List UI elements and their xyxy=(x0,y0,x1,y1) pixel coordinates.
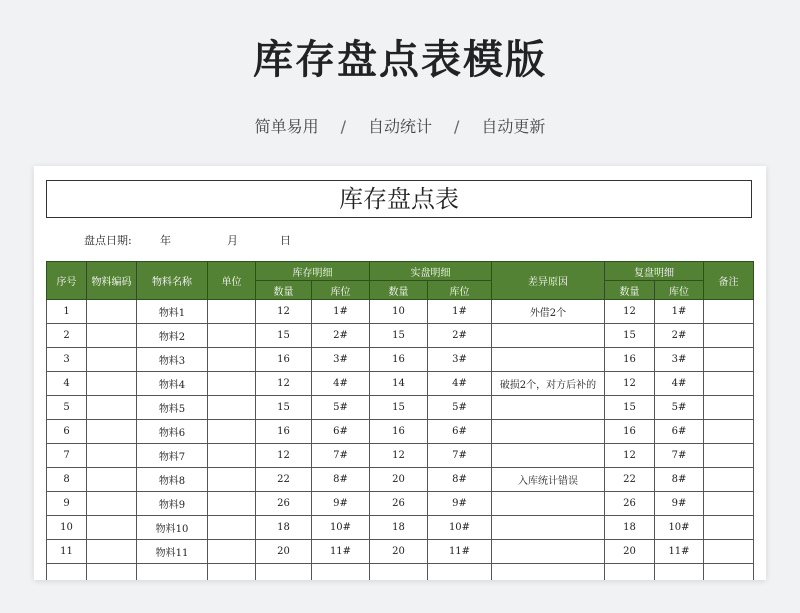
feature-separator: / xyxy=(454,117,460,136)
actual-location-cell[interactable]: 6# xyxy=(428,420,492,444)
name-cell[interactable]: 物料5 xyxy=(137,396,208,420)
recheck-qty-cell[interactable]: 22 xyxy=(605,468,655,492)
seq-cell[interactable] xyxy=(47,564,87,581)
actual-qty-cell[interactable]: 14 xyxy=(370,372,428,396)
diff-reason-cell[interactable]: 外借2个 xyxy=(492,300,605,324)
actual-location-cell[interactable]: 7# xyxy=(428,444,492,468)
recheck-location-cell[interactable]: 3# xyxy=(655,348,704,372)
seq-cell[interactable]: 4 xyxy=(47,372,87,396)
table-row xyxy=(47,420,754,444)
date-day-label: 日 xyxy=(280,234,291,247)
feature-easy: 简单易用 xyxy=(254,117,319,136)
diff-reason-cell[interactable] xyxy=(492,420,605,444)
seq-cell[interactable]: 7 xyxy=(47,444,87,468)
stock-qty-cell[interactable]: 16 xyxy=(256,420,312,444)
remark-cell[interactable] xyxy=(704,420,754,444)
stock-location-cell[interactable]: 9# xyxy=(312,492,370,516)
actual-qty-cell[interactable]: 15 xyxy=(370,324,428,348)
remark-cell[interactable] xyxy=(704,300,754,324)
feature-auto-stats: 自动统计 xyxy=(367,117,432,136)
header-stock-location: 库位 xyxy=(312,281,370,300)
stock-location-cell[interactable]: 5# xyxy=(312,396,370,420)
diff-reason-cell[interactable]: 入库统计错误 xyxy=(492,468,605,492)
stock-location-cell[interactable]: 8# xyxy=(312,468,370,492)
unit-cell[interactable] xyxy=(208,492,256,516)
header-seq: 序号 xyxy=(47,262,87,300)
remark-cell[interactable] xyxy=(704,492,754,516)
diff-reason-cell[interactable] xyxy=(492,564,605,581)
recheck-qty-cell[interactable]: 12 xyxy=(605,372,655,396)
stock-qty-cell[interactable]: 22 xyxy=(256,468,312,492)
stock-qty-cell[interactable]: 16 xyxy=(256,348,312,372)
recheck-qty-cell[interactable]: 20 xyxy=(605,540,655,564)
recheck-location-cell[interactable]: 11# xyxy=(655,540,704,564)
actual-location-cell[interactable]: 11# xyxy=(428,540,492,564)
remark-cell[interactable] xyxy=(704,348,754,372)
name-cell[interactable]: 物料2 xyxy=(137,324,208,348)
recheck-qty-cell[interactable]: 12 xyxy=(605,300,655,324)
recheck-qty-cell[interactable]: 16 xyxy=(605,420,655,444)
unit-cell[interactable] xyxy=(208,540,256,564)
header-row-top xyxy=(47,262,754,281)
recheck-location-cell[interactable]: 1# xyxy=(655,300,704,324)
seq-cell[interactable]: 2 xyxy=(47,324,87,348)
stock-location-cell[interactable]: 7# xyxy=(312,444,370,468)
table-row xyxy=(47,372,754,396)
recheck-qty-cell[interactable]: 12 xyxy=(605,444,655,468)
actual-location-cell[interactable]: 8# xyxy=(428,468,492,492)
header-actual-qty: 数量 xyxy=(370,281,428,300)
page-title: 库存盘点表模版 xyxy=(253,37,547,83)
diff-reason-cell[interactable] xyxy=(492,396,605,420)
diff-reason-cell[interactable] xyxy=(492,324,605,348)
table-row xyxy=(47,540,754,564)
remark-cell[interactable] xyxy=(704,468,754,492)
recheck-location-cell[interactable]: 7# xyxy=(655,444,704,468)
actual-location-cell[interactable]: 10# xyxy=(428,516,492,540)
seq-cell[interactable]: 1 xyxy=(47,300,87,324)
remark-cell[interactable] xyxy=(704,324,754,348)
table-row xyxy=(47,300,754,324)
actual-location-cell[interactable] xyxy=(428,564,492,581)
recheck-location-cell[interactable]: 2# xyxy=(655,324,704,348)
stock-qty-cell[interactable]: 12 xyxy=(256,444,312,468)
name-cell[interactable]: 物料3 xyxy=(137,348,208,372)
code-cell[interactable] xyxy=(87,468,137,492)
remark-cell[interactable] xyxy=(704,540,754,564)
header-remark: 备注 xyxy=(704,262,754,300)
unit-cell[interactable] xyxy=(208,324,256,348)
table-body xyxy=(47,300,754,581)
name-cell[interactable]: 物料7 xyxy=(137,444,208,468)
code-cell[interactable] xyxy=(87,324,137,348)
actual-location-cell[interactable]: 1# xyxy=(428,300,492,324)
unit-cell[interactable] xyxy=(208,468,256,492)
unit-cell[interactable] xyxy=(208,300,256,324)
code-cell[interactable] xyxy=(87,420,137,444)
seq-cell[interactable]: 6 xyxy=(47,420,87,444)
diff-reason-cell[interactable] xyxy=(492,540,605,564)
stock-qty-cell[interactable]: 15 xyxy=(256,396,312,420)
code-cell[interactable] xyxy=(87,372,137,396)
code-cell[interactable] xyxy=(87,444,137,468)
code-cell[interactable] xyxy=(87,564,137,581)
code-cell[interactable] xyxy=(87,300,137,324)
actual-qty-cell[interactable]: 20 xyxy=(370,468,428,492)
table-row xyxy=(47,444,754,468)
code-cell[interactable] xyxy=(87,396,137,420)
stock-qty-cell[interactable]: 12 xyxy=(256,300,312,324)
actual-qty-cell[interactable]: 15 xyxy=(370,396,428,420)
name-cell[interactable]: 物料4 xyxy=(137,372,208,396)
table-row xyxy=(47,516,754,540)
name-cell[interactable]: 物料9 xyxy=(137,492,208,516)
header-recheck-group: 复盘明细 xyxy=(605,262,704,281)
table-row xyxy=(47,396,754,420)
unit-cell[interactable] xyxy=(208,372,256,396)
seq-cell[interactable]: 10 xyxy=(47,516,87,540)
recheck-location-cell[interactable]: 10# xyxy=(655,516,704,540)
actual-qty-cell[interactable]: 16 xyxy=(370,348,428,372)
code-cell[interactable] xyxy=(87,540,137,564)
header-recheck-location: 库位 xyxy=(655,281,704,300)
stock-location-cell[interactable]: 1# xyxy=(312,300,370,324)
header-stock-group: 库存明细 xyxy=(256,262,370,281)
recheck-location-cell[interactable]: 8# xyxy=(655,468,704,492)
actual-qty-cell[interactable]: 12 xyxy=(370,444,428,468)
name-cell[interactable]: 物料10 xyxy=(137,516,208,540)
actual-qty-cell[interactable]: 10 xyxy=(370,300,428,324)
stock-location-cell[interactable]: 3# xyxy=(312,348,370,372)
stock-location-cell[interactable]: 11# xyxy=(312,540,370,564)
stock-location-cell[interactable] xyxy=(312,564,370,581)
diff-reason-cell[interactable] xyxy=(492,444,605,468)
table-row xyxy=(47,348,754,372)
remark-cell[interactable] xyxy=(704,372,754,396)
unit-cell[interactable] xyxy=(208,444,256,468)
header-actual-location: 库位 xyxy=(428,281,492,300)
header-stock-qty: 数量 xyxy=(256,281,312,300)
header-code: 物料编码 xyxy=(87,262,137,300)
stock-location-cell[interactable]: 2# xyxy=(312,324,370,348)
name-cell[interactable] xyxy=(137,564,208,581)
seq-cell[interactable]: 5 xyxy=(47,396,87,420)
code-cell[interactable] xyxy=(87,492,137,516)
table-row xyxy=(47,492,754,516)
table-row xyxy=(47,324,754,348)
unit-cell[interactable] xyxy=(208,516,256,540)
header-unit: 单位 xyxy=(208,262,256,300)
actual-location-cell[interactable]: 9# xyxy=(428,492,492,516)
date-label: 盘点日期: xyxy=(84,234,132,247)
feature-auto-update: 自动更新 xyxy=(481,117,546,136)
name-cell[interactable]: 物料1 xyxy=(137,300,208,324)
unit-cell[interactable] xyxy=(208,348,256,372)
recheck-location-cell[interactable] xyxy=(655,564,704,581)
header-name: 物料名称 xyxy=(137,262,208,300)
stock-qty-cell[interactable]: 12 xyxy=(256,372,312,396)
table-row xyxy=(47,564,754,581)
header-actual-group: 实盘明细 xyxy=(370,262,492,281)
stock-qty-cell[interactable]: 26 xyxy=(256,492,312,516)
spreadsheet-preview xyxy=(34,166,766,580)
actual-qty-cell[interactable]: 18 xyxy=(370,516,428,540)
stock-qty-cell[interactable]: 18 xyxy=(256,516,312,540)
recheck-qty-cell[interactable]: 15 xyxy=(605,396,655,420)
recheck-qty-cell[interactable]: 15 xyxy=(605,324,655,348)
name-cell[interactable]: 物料8 xyxy=(137,468,208,492)
name-cell[interactable]: 物料11 xyxy=(137,540,208,564)
actual-location-cell[interactable]: 3# xyxy=(428,348,492,372)
diff-reason-cell[interactable] xyxy=(492,492,605,516)
actual-qty-cell[interactable]: 26 xyxy=(370,492,428,516)
name-cell[interactable]: 物料6 xyxy=(137,420,208,444)
seq-cell[interactable]: 9 xyxy=(47,492,87,516)
recheck-location-cell[interactable]: 6# xyxy=(655,420,704,444)
sheet-title: 库存盘点表 xyxy=(46,180,752,218)
header-recheck-qty: 数量 xyxy=(605,281,655,300)
recheck-qty-cell[interactable] xyxy=(605,564,655,581)
header-diff-reason: 差异原因 xyxy=(492,262,605,300)
stock-qty-cell[interactable]: 20 xyxy=(256,540,312,564)
stock-qty-cell[interactable] xyxy=(256,564,312,581)
actual-qty-cell[interactable] xyxy=(370,564,428,581)
stock-location-cell[interactable]: 10# xyxy=(312,516,370,540)
diff-reason-cell[interactable] xyxy=(492,348,605,372)
recheck-location-cell[interactable]: 9# xyxy=(655,492,704,516)
recheck-qty-cell[interactable]: 18 xyxy=(605,516,655,540)
actual-qty-cell[interactable]: 20 xyxy=(370,540,428,564)
recheck-qty-cell[interactable]: 16 xyxy=(605,348,655,372)
stock-qty-cell[interactable]: 15 xyxy=(256,324,312,348)
feature-tagline xyxy=(0,114,800,137)
actual-qty-cell[interactable]: 16 xyxy=(370,420,428,444)
unit-cell[interactable] xyxy=(208,396,256,420)
diff-reason-cell[interactable] xyxy=(492,516,605,540)
seq-cell[interactable]: 8 xyxy=(47,468,87,492)
recheck-qty-cell[interactable]: 26 xyxy=(605,492,655,516)
recheck-location-cell[interactable]: 4# xyxy=(655,372,704,396)
seq-cell[interactable]: 11 xyxy=(47,540,87,564)
seq-cell[interactable]: 3 xyxy=(47,348,87,372)
unit-cell[interactable] xyxy=(208,564,256,581)
diff-reason-cell[interactable]: 破损2个，对方后补的 xyxy=(492,372,605,396)
actual-location-cell[interactable]: 2# xyxy=(428,324,492,348)
unit-cell[interactable] xyxy=(208,420,256,444)
remark-cell[interactable] xyxy=(704,564,754,581)
code-cell[interactable] xyxy=(87,516,137,540)
actual-location-cell[interactable]: 4# xyxy=(428,372,492,396)
inventory-table xyxy=(46,261,754,580)
code-cell[interactable] xyxy=(87,348,137,372)
remark-cell[interactable] xyxy=(704,516,754,540)
date-year-label: 年 xyxy=(160,234,171,247)
recheck-location-cell[interactable]: 5# xyxy=(655,396,704,420)
table-row xyxy=(47,468,754,492)
remark-cell[interactable] xyxy=(704,444,754,468)
feature-separator: / xyxy=(340,117,346,136)
actual-location-cell[interactable]: 5# xyxy=(428,396,492,420)
date-month-label: 月 xyxy=(227,234,238,247)
stock-location-cell[interactable]: 4# xyxy=(312,372,370,396)
stock-location-cell[interactable]: 6# xyxy=(312,420,370,444)
remark-cell[interactable] xyxy=(704,396,754,420)
